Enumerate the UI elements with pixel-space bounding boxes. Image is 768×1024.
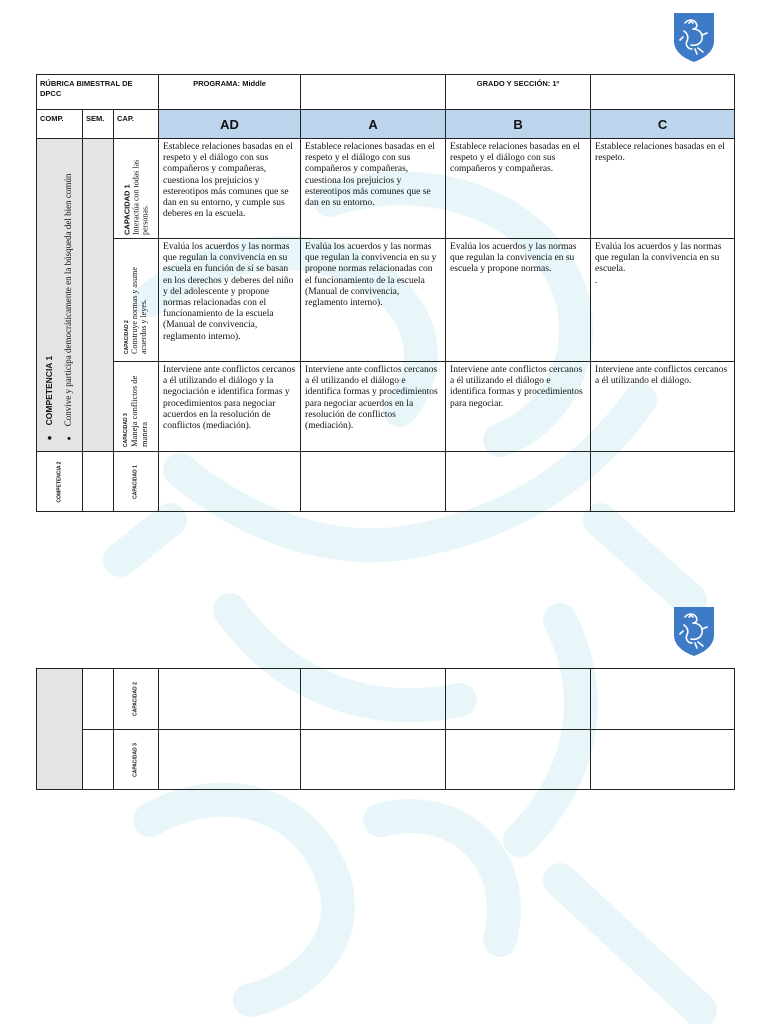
cap1-level-ad: Establece relaciones basadas en el respeto y el diálogo con sus compañeros y compañeras, cuestiona los prejuicios y estereotipos más comunes que se dan en su entorno, y cumple sus deberes en la escuela. <box>159 139 301 239</box>
column-header-c: C <box>591 110 735 139</box>
program-value-cell <box>301 75 446 110</box>
cap1-level-b: Establece relaciones basadas en el respeto y el diálogo con sus compañeros y compañeras. <box>446 139 591 239</box>
grade-section-value-cell <box>591 75 735 110</box>
cap1-level-a: Establece relaciones basadas en el respeto y el diálogo con sus compañeros y compañeras, cuestiona los prejuicios y estereotipos más comunes que se dan en su entorno. <box>301 139 446 239</box>
competencia-1-cell <box>37 139 83 452</box>
bullet-icon: ● <box>65 435 73 440</box>
capacidad-3-label: CAPACIDAD 3 <box>123 412 130 447</box>
capacidad-3-cell <box>114 362 159 452</box>
capacidad-2-cell <box>114 239 159 362</box>
cap2-level-b: Evalúa los acuerdos y las normas que regulan la convivencia en su escuela y propone normas. <box>446 239 591 362</box>
comp2-capacidad-2-cell <box>114 669 159 730</box>
bullet-icon: ● <box>43 434 54 440</box>
comp2-cap2-level-b <box>446 669 591 730</box>
column-header-a: A <box>301 110 446 139</box>
rubric-title: RÚBRICA BIMESTRAL DE DPCC <box>37 75 159 110</box>
competencia-2-label: COMPETENCIA 2 <box>56 461 62 502</box>
column-header-sem: SEM. <box>83 110 114 139</box>
comp2-cap1-level-a <box>301 452 446 512</box>
capacidad-3-description: Maneja conflictos de manera <box>129 375 150 447</box>
rubric-table <box>36 74 735 512</box>
cap2-level-c: Evalúa los acuerdos y las normas que regulan la convivencia en su escuela. . <box>591 239 735 362</box>
semester-cell-2 <box>83 452 114 512</box>
cap3-level-a: Interviene ante conflictos cercanos a él utilizando el diálogo e identifica formas y procedimientos para negociar acuerdos en la resolución de conflictos (mediación). <box>301 362 446 452</box>
rubric-table-continuation <box>36 668 735 790</box>
comp2-capacidad-2-label: CAPACIDAD 2 <box>132 682 139 716</box>
school-logo-icon <box>672 605 716 657</box>
column-header-comp: COMP. <box>37 110 83 139</box>
comp2-capacidad-1-cell <box>114 452 159 512</box>
cap3-level-b: Interviene ante conflictos cercanos a él utilizando el diálogo e identifica formas y procedimientos para negociar. <box>446 362 591 452</box>
competencia-2-cell <box>37 452 83 512</box>
comp2-cap3-level-a <box>301 730 446 790</box>
comp2-cap2-level-c <box>591 669 735 730</box>
comp2-cap1-level-c <box>591 452 735 512</box>
competencia-2-cont-cell <box>37 669 83 790</box>
comp2-capacidad-1-label: CAPACIDAD 1 <box>132 464 139 499</box>
semester-cell-4 <box>83 730 114 790</box>
capacidad-1-cell <box>114 139 159 239</box>
column-header-cap: CAP. <box>114 110 159 139</box>
capacidad-1-description: Interactúa con todas las personas. <box>131 159 150 235</box>
semester-cell-3 <box>83 669 114 730</box>
cap3-level-c: Interviene ante conflictos cercanos a él utilizando el diálogo. <box>591 362 735 452</box>
comp2-cap2-level-a <box>301 669 446 730</box>
column-header-b: B <box>446 110 591 139</box>
capacidad-2-label: CAPACIDAD 2 <box>124 320 131 354</box>
comp2-cap3-level-ad <box>159 730 301 790</box>
comp2-cap2-level-ad <box>159 669 301 730</box>
comp2-capacidad-3-label: CAPACIDAD 3 <box>132 742 139 777</box>
program-label: PROGRAMA: Middle <box>159 75 301 110</box>
comp2-cap1-level-ad <box>159 452 301 512</box>
comp2-capacidad-3-cell <box>114 730 159 790</box>
cap2-level-a: Evalúa los acuerdos y las normas que regulan la convivencia en su y propone normas relacionadas con el funcionamiento de la escuela (Manual de convivencia, reglamento interno). <box>301 239 446 362</box>
comp2-cap3-level-c <box>591 730 735 790</box>
competencia-1-label: ●COMPETENCIA 1 ●Convive y participa democráticamente en la búsqueda del bien común <box>43 173 73 440</box>
school-logo-icon <box>672 11 716 63</box>
cap3-level-ad: Interviene ante conflictos cercanos a él utilizando el diálogo y la negociación e identifica formas y procedimientos para negociar acuerdos en la resolución de conflictos (mediación). <box>159 362 301 452</box>
cap2-level-ad: Evalúa los acuerdos y las normas que regulan la convivencia en su escuela en función de sí se basan en los derechos y deberes del niño y del adolescente y propone normas relacionadas con el funcionamiento de la escuela (Manual de convivencia, reglamento interno). <box>159 239 301 362</box>
grade-section-label: GRADO Y SECCIÓN: 1º <box>446 75 591 110</box>
cap1-level-c: Establece relaciones basadas en el respeto. <box>591 139 735 239</box>
semester-cell <box>83 139 114 452</box>
column-header-ad: AD <box>159 110 301 139</box>
comp2-cap1-level-b <box>446 452 591 512</box>
capacidad-1-label: CAPACIDAD 1 <box>122 183 132 235</box>
capacidad-2-description: Construye normas y asume acuerdos y leyes. <box>130 267 149 354</box>
comp2-cap3-level-b <box>446 730 591 790</box>
